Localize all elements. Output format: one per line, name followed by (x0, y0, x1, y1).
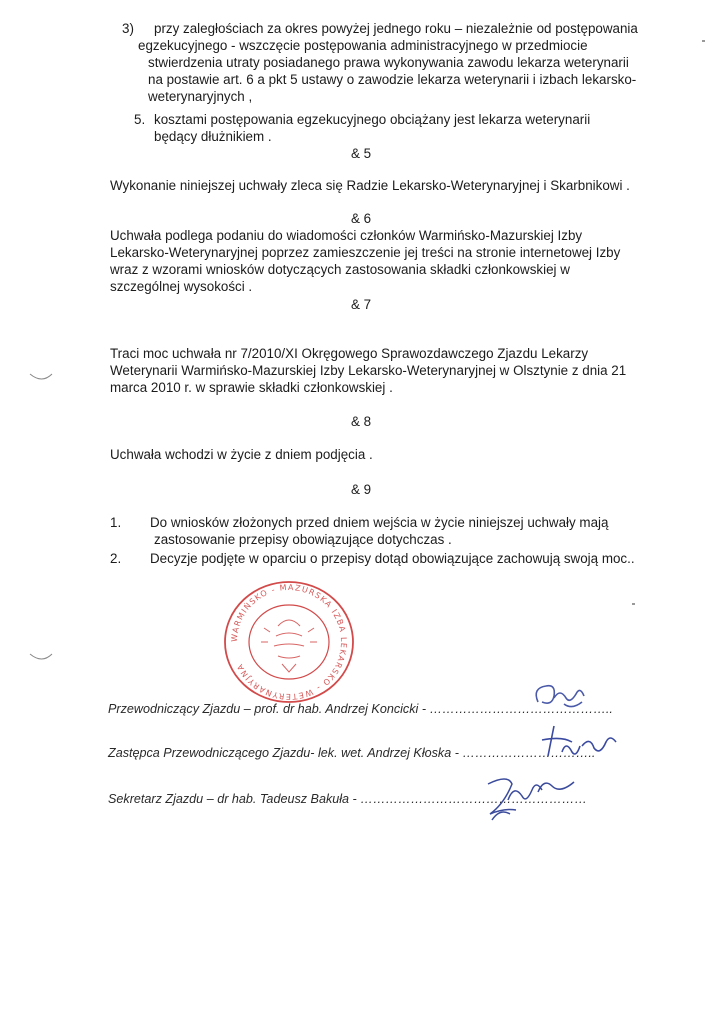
section-text: Uchwała wchodzi w życie z dniem podjęcia . (110, 447, 373, 462)
list-item-line: Decyzje podjęte w oparciu o przepisy dotąd obowiązujące zachowują swoją moc.. (150, 551, 635, 566)
signature-line-secretary: Sekretarz Zjazdu – dr hab. Tadeusz Bakuła - ……………………………………………… (108, 792, 587, 806)
scan-artifact-dot (702, 40, 705, 42)
item5-line: kosztami postępowania egzekucyjnego obciążany jest lekarza weterynarii (154, 112, 591, 127)
scan-artifact-mark (26, 648, 56, 668)
section-heading: & 7 (350, 297, 372, 312)
item3-line: przy zaległościach za okres powyżej jednego roku – niezależnie od postępowania (154, 21, 638, 36)
item3-line: stwierdzenia utraty posiadanego prawa wykonywania zawodu lekarza weterynarii (148, 55, 629, 70)
scan-artifact-mark (26, 368, 56, 388)
list-number: 1. (110, 515, 122, 530)
section-heading: & 9 (350, 482, 372, 497)
handwritten-signature-chairman (528, 680, 588, 716)
list-item-line: zastosowanie przepisy obowiązujące dotychczas . (154, 532, 452, 547)
scan-artifact-dot (632, 603, 635, 605)
official-stamp (218, 576, 360, 708)
item3-line: na postawie art. 6 a pkt 5 ustawy o zawodzie lekarza weterynarii i izbach lekarsko- (148, 72, 637, 87)
section-text: wraz z wzorami wniosków dotyczących zastosowania składki członkowskiej w (110, 262, 570, 277)
list-item-line: Do wniosków złożonych przed dniem wejścia w życie niniejszej uchwały mają (150, 515, 609, 530)
section-text: Weterynarii Warmińsko-Mazurskiej Izby Lekarsko-Weterynaryjnej w Olsztynie z dnia 21 (110, 363, 627, 378)
section-text: Lekarsko-Weterynaryjnej poprzez zamieszczenie jej treści na stronie internetowej Izby (110, 245, 621, 260)
section-text: szczególnej wysokości . (110, 279, 253, 294)
list-number: 5. (134, 112, 146, 127)
signature-line-deputy: Zastępca Przewodniczącego Zjazdu- lek. wet. Andrzej Kłoska - ………………………….. (108, 746, 596, 760)
section-text: Traci moc uchwała nr 7/2010/XI Okręgowego Sprawozdawczego Zjazdu Lekarzy (110, 346, 589, 361)
list-number: 3) (122, 21, 134, 36)
section-text: marca 2010 r. w sprawie składki członkowskiej . (110, 380, 393, 395)
section-heading: & 8 (350, 414, 372, 429)
section-heading: & 6 (350, 211, 372, 226)
handwritten-signature-secretary (478, 770, 582, 826)
item3-line: egzekucyjnego - wszczęcie postępowania administracyjnego w przedmiocie (138, 38, 588, 53)
handwritten-signature-deputy (540, 722, 630, 762)
item5-line: będący dłużnikiem . (154, 129, 272, 144)
list-number: 2. (110, 551, 122, 566)
svg-text:WARMIŃSKO - MAZURSKA IZBA LEKA: WARMIŃSKO - MAZURSKA IZBA LEKARSKO - WETERYNARYJNA (229, 582, 349, 702)
signature-line-chairman: Przewodniczący Zjazdu – prof. dr hab. Andrzej Koncicki - …………………………………….. (108, 702, 613, 716)
section-text: Uchwała podlega podaniu do wiadomości członków Warmińsko-Mazurskiej Izby (110, 228, 583, 243)
section-heading: & 5 (350, 146, 372, 161)
item3-line: weterynaryjnych , (148, 89, 253, 104)
section-text: Wykonanie niniejszej uchwały zleca się Radzie Lekarsko-Weterynaryjnej i Skarbnikowi . (110, 178, 630, 193)
